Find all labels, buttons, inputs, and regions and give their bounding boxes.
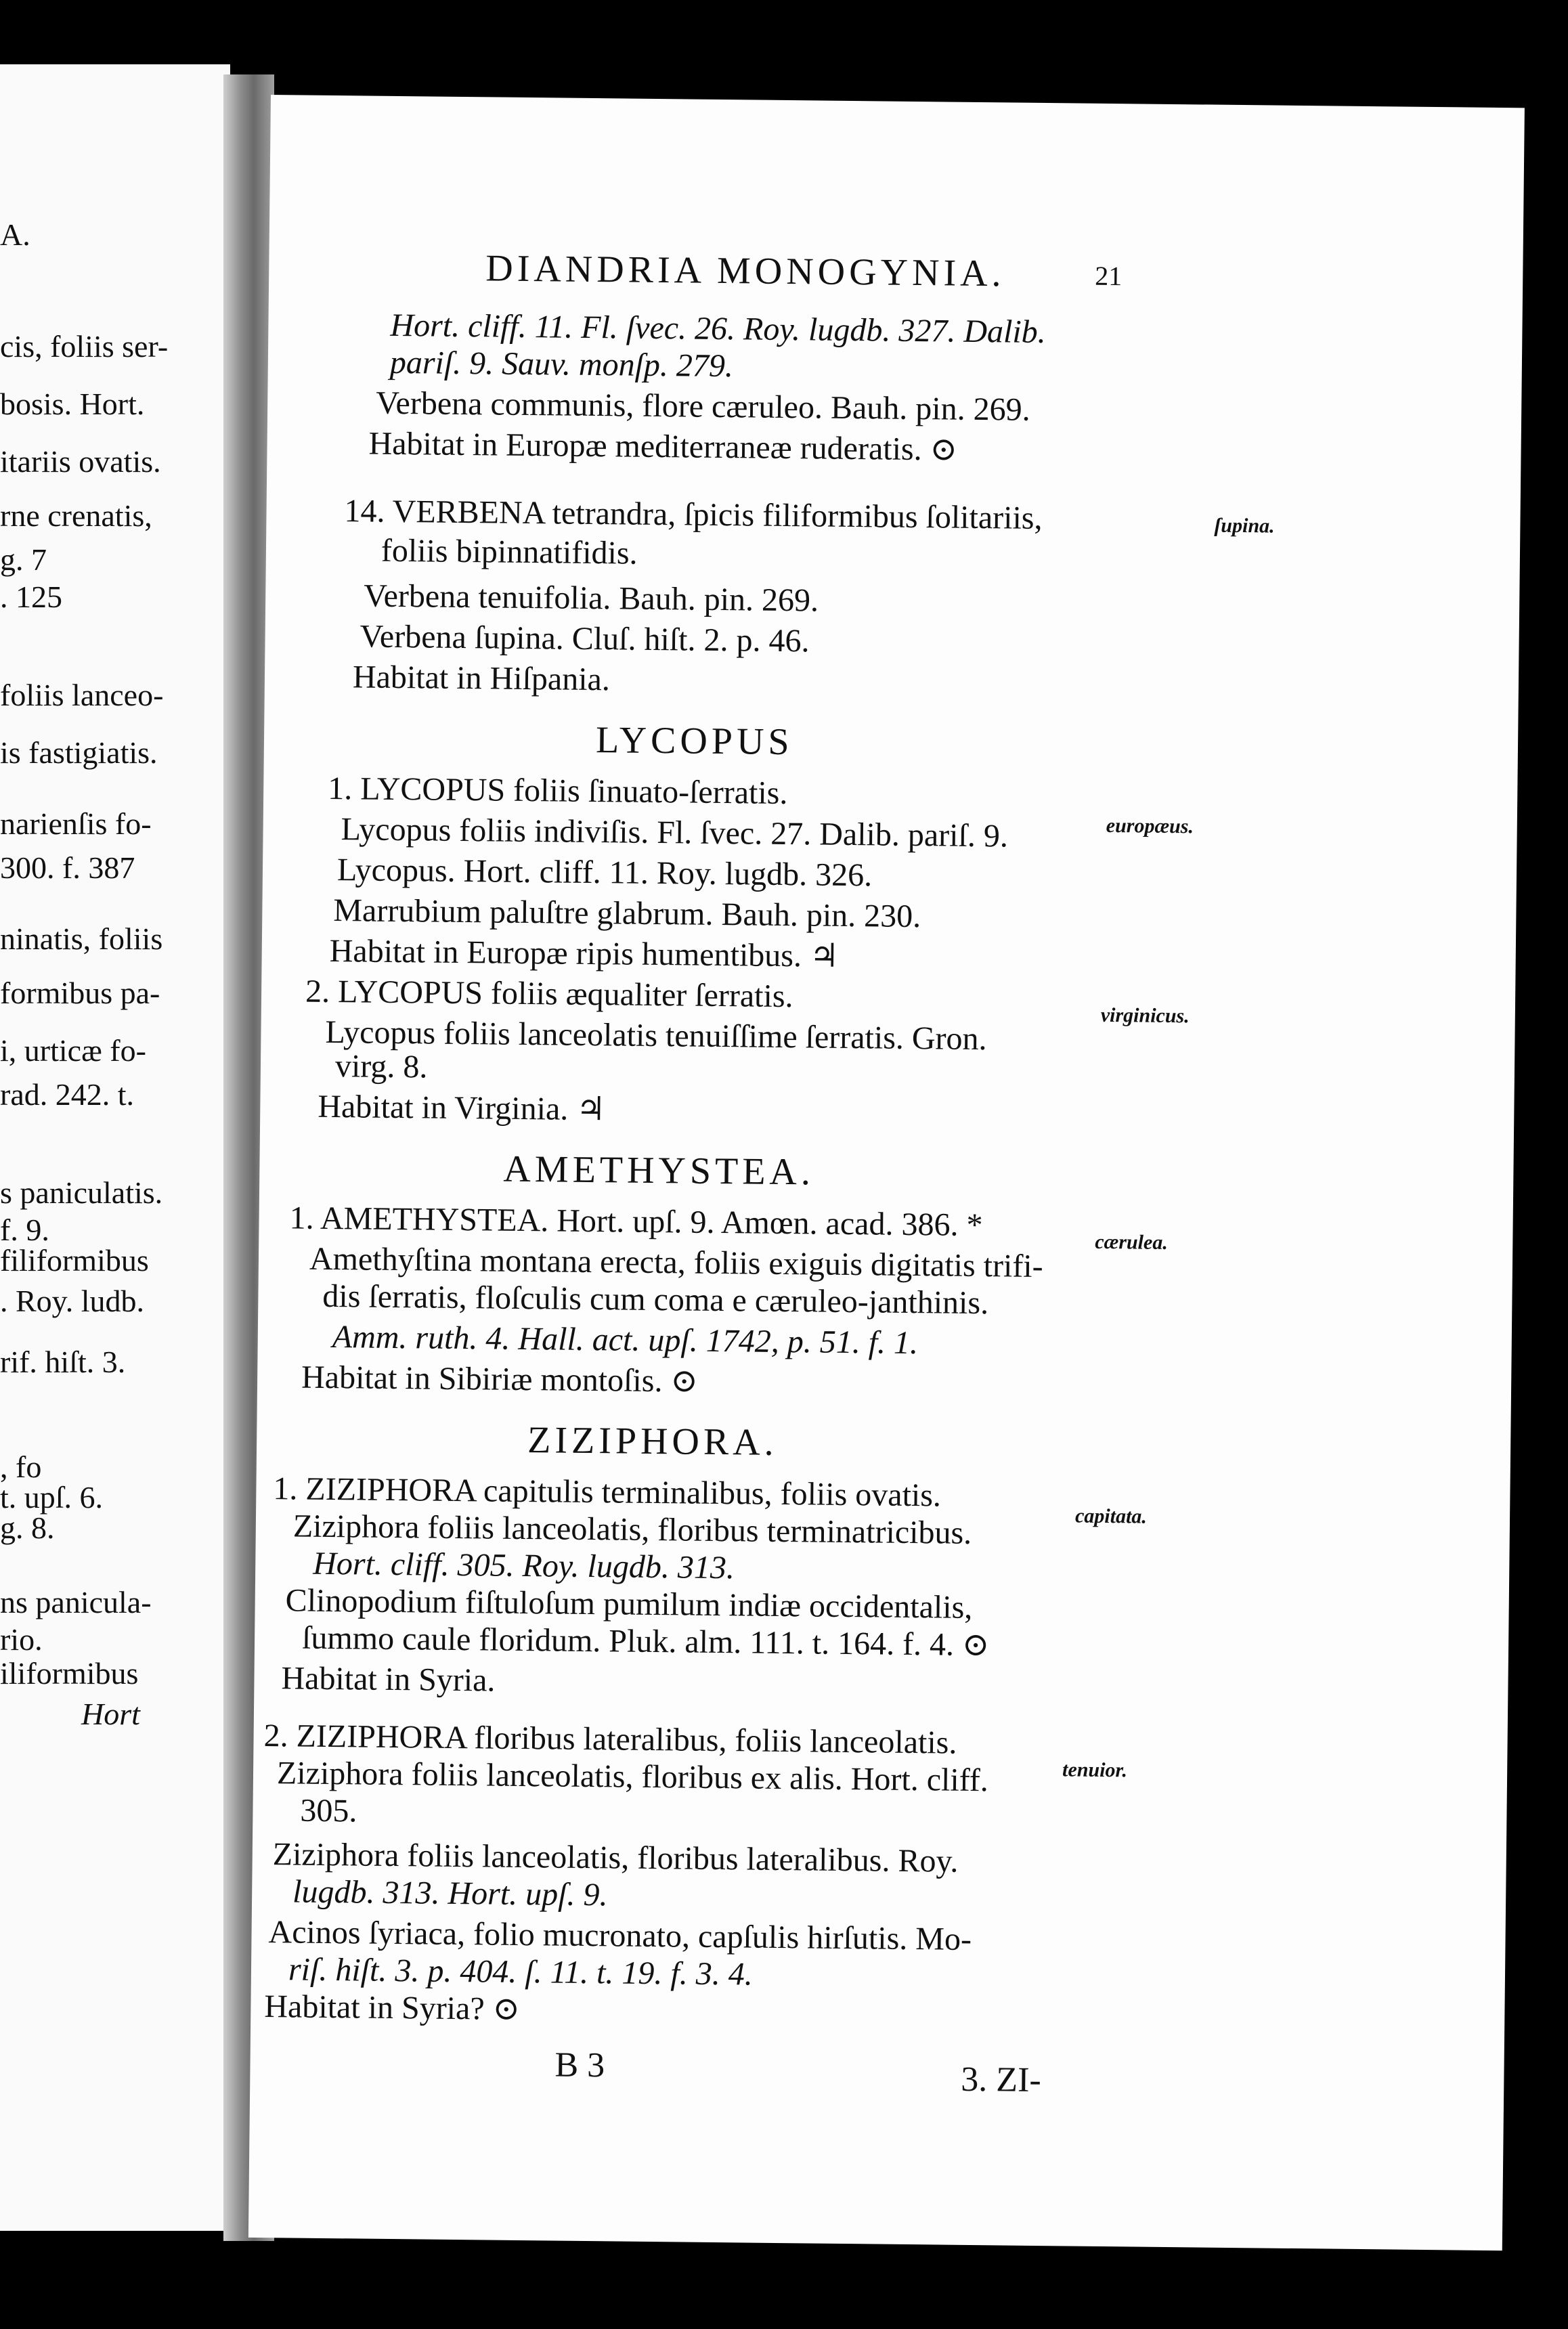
species-entry: 1. AMETHYSTEA. Hort. upſ. 9. Amœn. acad. 386. * (289, 1200, 983, 1244)
text-line: Verbena communis, flore cæruleo. Bauh. pin. 269. (375, 385, 1030, 428)
text-line: Lycopus. Hort. cliff. 11. Roy. lugdb. 326. (336, 852, 873, 894)
left-line: . 125 (0, 580, 62, 614)
left-line: g. 8. (0, 1510, 55, 1545)
margin-note: ſupina. (1214, 514, 1275, 538)
left-line: ninatis, foliis (0, 921, 163, 956)
left-line: iliformibus (0, 1656, 139, 1691)
text-line: dis ſerratis, floſculis cum coma e cæruleo-janthinis. (322, 1278, 989, 1322)
left-line: A. (0, 217, 30, 252)
text-line: riſ. hiſt. 3. p. 404. ſ. 11. t. 19. f. 3. 4. (288, 1951, 754, 1993)
text-line: foliis bipinnatifidis. (380, 532, 638, 571)
left-line: rad. 242. t. (0, 1077, 135, 1112)
margin-note: cærulea. (1095, 1230, 1168, 1254)
text-line: Verbena tenuifolia. Bauh. pin. 269. (363, 578, 819, 619)
left-line: rne crenatis, (0, 498, 152, 533)
species-entry: 1. ZIZIPHORA capitulis terminalibus, foliis ovatis. (273, 1471, 942, 1514)
left-line: . Roy. ludb. (0, 1284, 144, 1318)
margin-note: virginicus. (1100, 1003, 1190, 1028)
catchword: 3. ZI- (961, 2060, 1042, 2100)
margin-note: europæus. (1106, 814, 1194, 838)
genus-heading: AMETHYSTEA. (503, 1148, 815, 1194)
text-line: Ziziphora foliis lanceolatis, floribus lateralibus. Roy. (272, 1836, 959, 1879)
text-line: Habitat in Virginia. ♃ (318, 1088, 606, 1128)
text-line: Ziziphora foliis lanceolatis, floribus terminatricibus. (292, 1508, 972, 1551)
text-line: Habitat in Europæ ripis humentibus. ♃ (329, 932, 840, 974)
left-line: ns panicula- (0, 1585, 152, 1619)
text-line: Hort. cliff. 305. Roy. lugdb. 313. (313, 1545, 735, 1586)
text-line: Lycopus foliis lanceolatis tenuiſſime ſerratis. Gron. (325, 1014, 987, 1058)
left-line: bosis. Hort. (0, 387, 145, 421)
left-line: cis, foliis ser- (0, 329, 169, 364)
left-line: foliis lanceo- (0, 678, 164, 712)
text-line: Habitat in Syria. (281, 1660, 496, 1699)
left-line: 300. f. 387 (0, 850, 135, 885)
text-line: virg. 8. (334, 1048, 428, 1085)
left-line: s paniculatis. (0, 1175, 163, 1210)
right-page (248, 95, 1525, 2250)
text-line: Amm. ruth. 4. Hall. act. upſ. 1742, p. 51. f. 1. (332, 1319, 919, 1362)
left-line: t. upſ. 6. (0, 1480, 104, 1515)
text-line: 305. (300, 1792, 357, 1829)
text-line: Clinopodium fiſtuloſum pumilum indiæ occidentalis, (285, 1582, 973, 1626)
text-line: Lycopus foliis indiviſis. Fl. ſvec. 27. Dalib. pariſ. 9. (341, 811, 1009, 854)
left-line: itariis ovatis. (0, 444, 161, 479)
text-line: Habitat in Sibiriæ montoſis. ⊙ (301, 1359, 698, 1399)
species-entry: 2. ZIZIPHORA floribus lateralibus, foliis lanceolatis. (263, 1718, 957, 1761)
left-line: narienſis fo- (0, 806, 152, 841)
text-line: Habitat in Syria? ⊙ (264, 1988, 521, 2028)
left-line: i, urticæ fo- (0, 1033, 146, 1068)
text-line: Ziziphora foliis lanceolatis, floribus ex alis. Hort. cliff. (276, 1755, 989, 1799)
species-entry: 1. LYCOPUS foliis ſinuato-ſerratis. (327, 770, 788, 812)
text-line: ſummo caule floridum. Pluk. alm. 111. t. 164. f. 4. ⊙ (301, 1619, 990, 1663)
text-line: pariſ. 9. Sauv. monſp. 279. (389, 344, 734, 385)
left-line: f. 9. (0, 1213, 49, 1247)
text-line: Acinos ſyriaca, folio mucronato, capſulis hirſutis. Mo- (268, 1914, 972, 1957)
text-line: Verbena ſupina. Cluſ. hiſt. 2. p. 46. (360, 618, 810, 659)
page-number: 21 (1095, 260, 1123, 292)
running-head: DIANDRIA MONOGYNIA. (485, 247, 1005, 295)
text-line: Amethyſtina montana erecta, foliis exiguis digitatis trifi- (309, 1240, 1043, 1285)
genus-heading: LYCOPUS (595, 719, 793, 764)
left-line: formibus pa- (0, 976, 160, 1010)
text-line: Habitat in Hiſpania. (352, 659, 611, 698)
left-line: is fastigiatis. (0, 735, 158, 770)
margin-note: capitata. (1074, 1504, 1148, 1528)
text-line: Marrubium paluſtre glabrum. Bauh. pin. 230. (333, 892, 921, 935)
text-line: lugdb. 313. Hort. upſ. 9. (292, 1873, 608, 1913)
genus-heading: ZIZIPHORA. (527, 1419, 779, 1464)
left-line: filiformibus (0, 1243, 149, 1278)
text-line: Hort. cliff. 11. Fl. ſvec. 26. Roy. lugdb. 327. Dalib. (390, 307, 1046, 351)
margin-note: tenuior. (1062, 1758, 1128, 1782)
left-line: Hort (81, 1697, 140, 1731)
species-entry: 2. LYCOPUS foliis æqualiter ſerratis. (305, 973, 793, 1015)
signature-mark: B 3 (554, 2045, 605, 2085)
left-line: rio. (0, 1622, 43, 1657)
text-line: Habitat in Europæ mediterraneæ ruderatis. ⊙ (368, 425, 958, 468)
species-entry: 14. VERBENA tetrandra, ſpicis filiformibus ſolitariis, (344, 493, 1043, 536)
left-line: , fo (0, 1450, 42, 1484)
left-page (0, 64, 230, 2231)
left-line: g. 7 (0, 542, 47, 577)
left-line: rif. hiſt. 3. (0, 1345, 126, 1379)
